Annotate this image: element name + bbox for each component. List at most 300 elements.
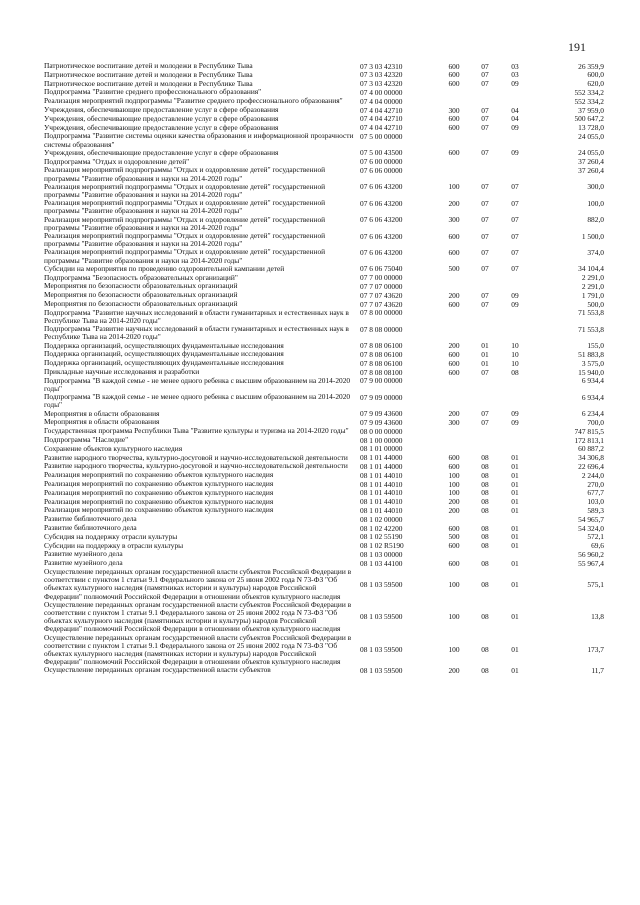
row-section: 08 [481,453,489,463]
row-expense-type: 100 [448,612,460,622]
row-name: Патриотическое воспитание детей и молодежи в Республике Тыва [44,69,253,79]
row-section: 08 [481,558,489,568]
row-section: 07 [481,114,489,124]
row-amount: 37 260,4 [578,157,604,167]
row-section: 07 [481,264,489,274]
row-expense-type [438,132,470,148]
row-subsection: 03 [511,70,519,80]
row-subsection: 07 [511,215,519,225]
row-amount: 500 647,2 [574,114,604,124]
row-name: Реализация мероприятий по сохранению объектов культурного наследия [44,470,274,480]
row-section: 07 [481,70,489,80]
row-name: Реализация мероприятий подпрограммы "Развитие среднего профессионального образования" [44,96,343,106]
row-code: 07 4 04 00000 [360,96,403,106]
row-subsection [500,97,530,106]
row-expense-type: 200 [448,290,460,300]
row-expense-type [438,436,470,445]
row-name: Осуществление переданных органам государственной власти субъектов Российской Федерации в соответствии с пунктом 1 статьи 9.1 Федерального закона от 25 июня 2002 года N 73-ФЗ "Об объектах культурного наследия (памятниках истории и культуры) народов Российской Федерации" полномочий Российской Федерации в отношении объектов культурного наследия [44,566,352,601]
row-name: Патриотическое воспитание детей и молодежи в Республике Тыва [44,61,253,70]
row-name: Учреждения, обеспечивающие предоставление услуг в сфере образования [44,147,279,157]
row-code: 07 6 06 43200 [360,182,403,192]
row-code: 08 1 03 59500 [360,665,403,675]
row-amount: 2 291,0 [581,282,604,291]
row-name: Мероприятия по безопасности образовательных организаций [44,290,238,300]
row-expense-type: 100 [448,488,460,498]
row-subsection [500,436,530,445]
table-row [44,325,604,341]
row-code: 07 6 06 75040 [360,264,403,274]
row-subsection [500,158,530,167]
row-name: Подпрограмма "Безопасность образовательных организаций" [44,272,238,282]
table-row [44,377,604,393]
row-section [470,427,500,436]
row-code: 07 6 00 00000 [360,157,403,167]
row-expense-type: 200 [448,198,460,208]
row-subsection: 09 [511,290,519,300]
row-code: 08 1 01 44010 [360,479,403,489]
row-subsection: 10 [511,358,519,368]
row-section: 07 [481,248,489,257]
row-subsection [500,393,530,409]
row-code: 07 4 04 42710 [360,114,403,124]
row-amount: 600,0 [587,70,604,80]
row-subsection: 09 [511,409,519,419]
row-expense-type: 300 [448,418,460,427]
row-subsection: 01 [511,505,519,515]
row-subsection: 01 [511,541,519,551]
row-expense-type: 100 [448,182,460,192]
row-subsection: 01 [511,479,519,489]
row-expense-type: 100 [448,479,460,489]
row-expense-type: 600 [448,523,460,533]
row-amount: 552 334,2 [574,96,604,106]
row-code: 08 1 02 R5190 [360,541,404,551]
row-section: 08 [481,523,489,533]
row-name: Сохранение объектов культурного наследия [44,443,183,453]
row-name: Реализация мероприятий подпрограммы "Отдых и оздоровление детей" государственной программы "Развитие образования и науки на 2014-2020 годы" [44,247,326,265]
table-row [44,132,604,148]
row-expense-type: 100 [448,470,460,480]
row-expense-type: 600 [448,79,460,89]
row-expense-type: 300 [448,105,460,115]
row-section: 08 [481,541,489,551]
row-section: 08 [481,497,489,507]
row-code: 07 4 00 00000 [360,87,403,97]
row-expense-type [438,325,470,341]
row-section: 08 [481,470,489,480]
row-expense-type: 600 [448,114,460,124]
row-expense-type: 500 [448,532,460,542]
row-name: Прикладные научные исследования и разработки [44,367,200,376]
row-expense-type: 100 [448,645,460,655]
row-section: 07 [481,215,489,225]
row-section: 07 [481,299,489,309]
row-section: 01 [481,341,489,351]
table-row [44,601,604,634]
row-amount: 6 234,4 [581,409,604,419]
table-row [44,183,604,199]
row-name: Учреждения, обеспечивающие предоставление услуг в сфере образования [44,122,279,132]
row-subsection [500,325,530,341]
row-subsection [500,166,530,182]
row-section [470,377,500,393]
row-amount: 54 965,7 [578,514,604,524]
row-expense-type [438,309,470,325]
row-subsection: 01 [511,488,519,498]
row-amount: 71 553,8 [578,308,604,318]
row-expense-type: 600 [448,358,460,368]
row-subsection: 01 [511,532,519,542]
row-name: Мероприятия в области образования [44,408,160,418]
row-expense-type [438,158,470,167]
row-subsection [500,515,530,524]
row-subsection: 09 [511,418,519,427]
row-code: 08 1 01 44010 [360,497,403,507]
row-subsection: 08 [511,367,519,377]
row-name: Подпрограмма "В каждой семье - не менее одного ребенка с высшим образованием на 2014-2020 годы" [44,392,351,410]
row-code: 07 5 00 43500 [360,148,403,158]
row-code: 07 9 09 00000 [360,392,403,402]
row-expense-type [438,166,470,182]
row-section: 07 [481,418,489,427]
row-code: 07 6 06 43200 [360,215,403,225]
row-expense-type [438,97,470,106]
table-row [44,568,604,601]
row-subsection: 09 [511,299,519,309]
row-subsection: 01 [511,645,519,655]
row-amount: 155,0 [587,341,604,351]
row-name: Развитие народного творчества, культурно-досуговой и научно-исследовательской деятельности [44,461,348,471]
row-code: 07 7 07 43620 [360,299,403,309]
row-amount: 747 815,5 [574,426,604,436]
row-expense-type: 600 [448,70,460,80]
row-expense-type: 200 [448,505,460,515]
row-code: 07 6 06 00000 [360,165,403,175]
row-code: 08 1 02 00000 [360,514,403,524]
row-name: Государственная программа Республики Тыва "Развитие культуры и туризма на 2014-2020 годы" [44,426,349,436]
row-subsection [500,550,530,559]
row-amount: 103,0 [587,497,604,507]
row-amount: 1 791,0 [581,290,604,300]
row-amount: 620,0 [587,79,604,89]
row-code: 08 1 01 44010 [360,470,403,480]
row-expense-type: 200 [448,409,460,419]
row-code: 08 1 02 55190 [360,532,403,542]
row-section: 01 [481,350,489,359]
row-expense-type [438,393,470,409]
row-section: 07 [481,409,489,419]
row-amount: 575,1 [587,579,604,589]
row-amount: 500,0 [587,299,604,309]
row-expense-type [438,377,470,393]
row-section [470,309,500,325]
row-name: Патриотическое воспитание детей и молодежи в Республике Тыва [44,78,253,88]
row-amount: 56 960,2 [578,549,604,559]
row-subsection: 09 [511,79,519,89]
row-amount: 552 334,2 [574,87,604,97]
table-row [44,427,604,436]
row-amount: 172 813,1 [574,435,604,445]
row-section: 08 [481,479,489,489]
row-subsection [500,377,530,393]
row-section: 08 [481,612,489,622]
row-amount: 24 055,0 [578,131,604,141]
row-expense-type [438,550,470,559]
row-expense-type [438,282,470,291]
row-expense-type: 600 [448,248,460,257]
row-expense-type: 600 [448,461,460,471]
row-amount: 882,0 [587,215,604,225]
row-section [470,282,500,291]
row-amount: 34 104,4 [578,264,604,274]
row-amount: 22 696,4 [578,461,604,471]
row-code: 07 8 08 06100 [360,350,403,359]
row-amount: 100,0 [587,198,604,208]
row-expense-type [438,515,470,524]
row-amount: 24 055,0 [578,148,604,158]
row-subsection: 07 [511,198,519,208]
row-amount: 3 575,0 [581,358,604,368]
row-code: 07 8 08 08100 [360,367,403,377]
row-name: Подпрограмма "Развитие среднего профессионального образования" [44,87,262,97]
row-amount: 6 934,4 [581,376,604,386]
row-code: 08 1 03 59500 [360,612,403,622]
row-code: 08 1 03 44100 [360,558,403,568]
row-name: Поддержка организаций, осуществляющих фундаментальные исследования [44,358,284,368]
row-subsection: 07 [511,248,519,257]
row-code: 07 3 03 42320 [360,70,403,80]
row-subsection: 01 [511,470,519,480]
row-code: 08 1 01 44000 [360,453,403,463]
row-amount: 700,0 [587,418,604,427]
row-section: 08 [481,645,489,655]
row-name: Реализация мероприятий подпрограммы "Отдых и оздоровление детей" государственной программы "Развитие образования и науки на 2014-2020 годы" [44,165,326,183]
row-expense-type: 200 [448,497,460,507]
row-code: 07 9 09 43600 [360,409,403,419]
row-section: 08 [481,532,489,542]
row-section: 07 [481,105,489,115]
row-section [470,274,500,283]
row-amount: 1 500,0 [581,231,604,241]
row-name: Поддержка организаций, осуществляющих фундаментальные исследования [44,340,284,350]
row-amount: 26 359,9 [578,61,604,71]
row-subsection [500,274,530,283]
row-section: 07 [481,182,489,192]
row-section: 07 [481,367,489,377]
row-section: 01 [481,358,489,368]
row-expense-type: 600 [448,541,460,551]
row-subsection: 07 [511,264,519,274]
row-subsection: 01 [511,665,519,675]
row-code: 07 5 00 00000 [360,131,403,141]
row-expense-type: 200 [448,341,460,351]
row-name: Реализация мероприятий подпрограммы "Отдых и оздоровление детей" государственной программы "Развитие образования и науки на 2014-2020 годы" [44,231,326,249]
table-row [44,199,604,215]
row-amount: 11,7 [591,665,604,675]
row-expense-type: 200 [448,665,460,675]
row-expense-type: 300 [448,215,460,225]
budget-table [44,62,604,675]
row-section: 08 [481,505,489,515]
row-amount: 55 967,4 [578,558,604,568]
row-section [470,166,500,182]
row-amount: 173,7 [587,645,604,655]
row-expense-type: 600 [448,453,460,463]
row-name: Осуществление переданных органам государственной власти субъектов Российской Федерации в соответствии с пунктом 1 статьи 9.1 Федерального закона от 25 июня 2002 года N 73-ФЗ "Об объектах культурного наследия (памятниках истории и культуры) народов Российской Федерации" полномочий Российской Федерации в отношении объектов культурного наследия [44,599,352,634]
row-name: Реализация мероприятий подпрограммы "Отдых и оздоровление детей" государственной программы "Развитие образования и науки на 2014-2020 годы" [44,214,326,232]
row-section: 08 [481,579,489,589]
row-subsection: 01 [511,523,519,533]
row-name: Подпрограмма "Развитие научных исследований в области гуманитарных и естественных наук в Республике Тыва на 2014-2020 годы" [44,324,349,342]
row-name: Подпрограмма "В каждой семье - не менее одного ребенка с высшим образованием на 2014-2020 годы" [44,375,351,393]
row-amount: 300,0 [587,182,604,192]
row-subsection: 10 [511,341,519,351]
row-section: 07 [481,198,489,208]
row-code: 08 1 01 00000 [360,444,403,454]
row-code: 07 8 08 06100 [360,341,403,351]
row-name: Подпрограмма "Отдых и оздоровление детей" [44,156,190,166]
row-name: Развитие библиотечного дела [44,514,137,524]
row-subsection [500,88,530,97]
table-row [44,550,604,559]
row-code: 07 8 00 00000 [360,308,403,318]
row-expense-type: 600 [448,148,460,158]
row-name: Развитие музейного дела [44,549,123,559]
row-name: Реализация мероприятий по сохранению объектов культурного наследия [44,496,274,506]
row-amount: 677,7 [587,488,604,498]
row-code: 07 4 04 42710 [360,123,403,133]
row-amount: 589,3 [587,505,604,515]
row-code: 07 3 03 42310 [360,61,403,71]
row-section [470,550,500,559]
row-expense-type: 500 [448,264,460,274]
budget-table-body [44,62,604,675]
row-section [470,393,500,409]
table-row [44,542,604,551]
row-section: 07 [481,290,489,300]
row-code: 07 8 08 00000 [360,324,403,334]
row-section [470,97,500,106]
row-section: 07 [481,231,489,241]
row-amount: 51 883,8 [578,350,604,359]
row-subsection: 09 [511,148,519,158]
row-amount: 2 244,0 [581,470,604,480]
table-row [44,216,604,232]
row-subsection: 04 [511,105,519,115]
row-expense-type: 600 [448,123,460,133]
row-name: Осуществление переданных органам государственной власти субъектов Российской Федерации в соответствии с пунктом 1 статьи 9.1 Федерального закона от 25 июня 2002 года N 73-ФЗ "Об объектах культурного наследия (памятниках истории и культуры) народов Российской Федерации" полномочий Российской Федерации в отношении объектов культурного наследия [44,632,352,667]
row-expense-type [438,427,470,436]
row-amount: 37 260,4 [578,165,604,175]
table-row [44,666,604,675]
row-expense-type: 600 [448,61,460,71]
row-amount: 374,0 [587,248,604,257]
row-subsection: 10 [511,350,519,359]
row-subsection [500,282,530,291]
row-name: Реализация мероприятий подпрограммы "Отдых и оздоровление детей" государственной программы "Развитие образования и науки на 2014-2020 годы" [44,181,326,199]
row-name: Поддержка организаций, осуществляющих фундаментальные исследования [44,349,284,359]
row-amount: 13 728,0 [578,123,604,133]
row-amount: 60 887,2 [578,444,604,454]
row-subsection: 04 [511,114,519,124]
row-section: 07 [481,148,489,158]
table-row [44,634,604,667]
row-section: 08 [481,488,489,498]
row-amount: 2 291,0 [581,273,604,283]
row-code: 07 6 06 43200 [360,231,403,241]
row-expense-type: 100 [448,579,460,589]
row-name: Учреждения, обеспечивающие предоставление услуг в сфере образования [44,113,279,123]
row-expense-type: 600 [448,299,460,309]
row-name: Развитие библиотечного дела [44,522,137,532]
row-subsection: 01 [511,612,519,622]
row-section [470,132,500,148]
row-amount: 15 940,0 [578,367,604,377]
row-subsection: 01 [511,453,519,463]
row-expense-type [438,88,470,97]
row-name: Реализация мероприятий по сохранению объектов культурного наследия [44,505,274,515]
table-row [44,248,604,264]
row-name: Мероприятия по безопасности образовательных организаций [44,299,238,308]
row-subsection: 03 [511,61,519,71]
row-section: 07 [481,123,489,133]
row-expense-type [438,274,470,283]
row-name: Субсидии на поддержку в отрасли культуры [44,540,184,550]
row-code: 07 7 07 43620 [360,290,403,300]
row-name: Учреждения, обеспечивающие предоставление услуг в сфере образования [44,104,279,114]
row-code: 07 6 06 43200 [360,198,403,208]
row-name: Развитие музейного дела [44,558,123,568]
row-code: 07 4 04 42710 [360,105,403,115]
row-code: 07 9 00 00000 [360,376,403,386]
row-code: 07 9 09 43600 [360,418,403,427]
row-code: 08 1 01 44000 [360,461,403,471]
row-expense-type: 600 [448,558,460,568]
page-number: 191 [568,40,586,54]
row-section [470,436,500,445]
row-code: 08 1 03 00000 [360,549,403,559]
row-subsection: 01 [511,497,519,507]
row-subsection: 01 [511,461,519,471]
table-row [44,393,604,409]
row-name: Субсидии на мероприятия по проведению оздоровительной кампании детей [44,263,285,273]
row-amount: 572,1 [587,532,604,542]
row-section [470,515,500,524]
row-section: 08 [481,665,489,675]
row-code: 08 1 00 00000 [360,435,403,445]
row-amount: 34 306,8 [578,453,604,463]
row-subsection: 01 [511,558,519,568]
row-section: 08 [481,461,489,471]
row-code: 08 1 03 59500 [360,579,403,589]
row-name: Развитие народного творчества, культурно-досуговой и научно-исследовательской деятельности [44,452,348,462]
row-amount: 270,0 [587,479,604,489]
row-subsection [500,309,530,325]
row-subsection [500,132,530,148]
table-row [44,232,604,248]
row-name: Осуществление переданных органам государственной власти субъектов [44,665,271,675]
row-amount: 54 324,0 [578,523,604,533]
row-section: 07 [481,79,489,89]
row-expense-type: 600 [448,367,460,377]
row-section [470,158,500,167]
row-section [470,325,500,341]
row-name: Мероприятия в области образования [44,417,160,427]
row-expense-type: 600 [448,350,460,359]
row-subsection: 07 [511,231,519,241]
row-expense-type: 600 [448,231,460,241]
row-name: Реализация мероприятий подпрограммы "Отдых и оздоровление детей" государственной программы "Развитие образования и науки на 2014-2020 годы" [44,198,326,216]
